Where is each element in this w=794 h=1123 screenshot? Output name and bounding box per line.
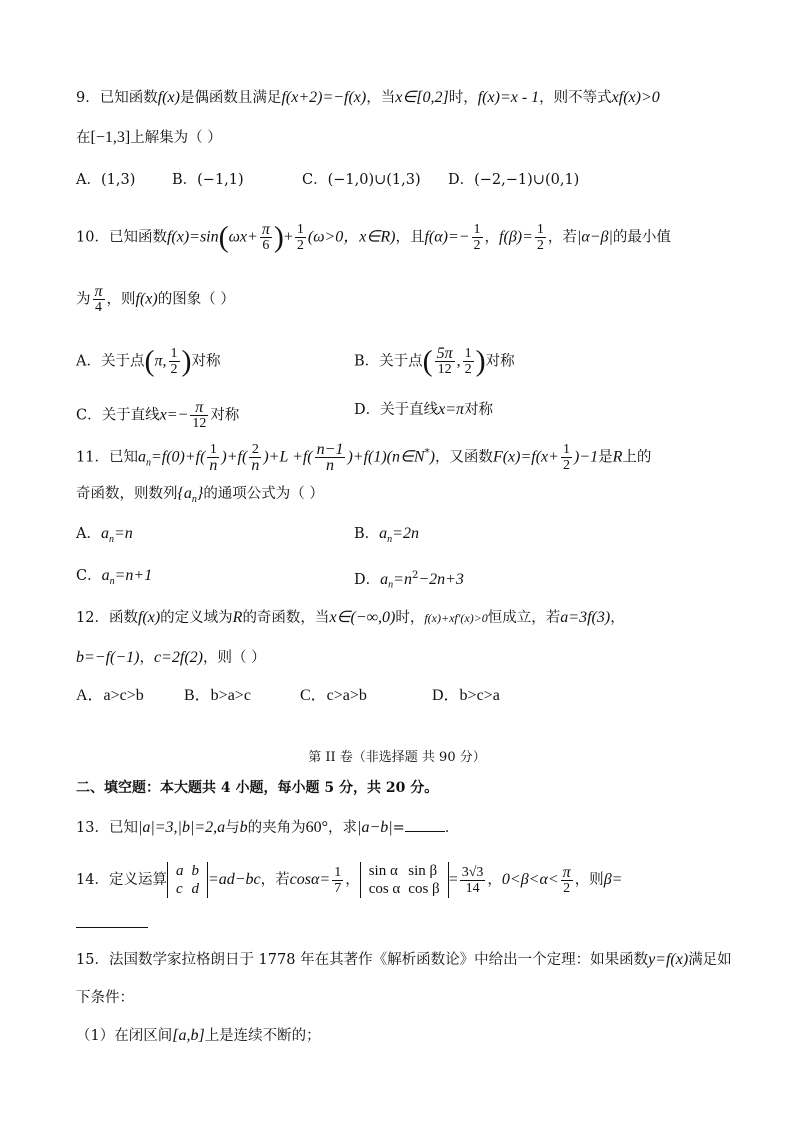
q14-stem: 14．定义运算 a b c d =ad−bc，若cosα= $\frac{1}{7}$ ， sin α sin β cos α cos β = $\frac{3√3}{14}$ ，0<β<α< $\frac{\pi}{2}$ ，则β= xyxy=(76,863,623,897)
q11-option-b[interactable]: B．$a_n=2n$ xyxy=(354,525,419,545)
part2-heading: 二、填空题：本大题共 4 小题，每小题 5 分，共 20 分。 xyxy=(76,780,439,796)
q10-option-c[interactable]: C．关于直线x=− $\frac{\pi}{12}$ 对称 xyxy=(76,399,240,431)
q10-option-d[interactable]: D．关于直线x=π对称 xyxy=(354,401,494,418)
q10-option-b[interactable]: B．关于点( $\frac{5\pi}{12}$ , $\frac{1}{2}$ )对称 xyxy=(354,344,515,378)
q9-option-a[interactable]: A．(1,3) xyxy=(76,172,136,188)
q12-stem-line1: 12．函数f(x)的定义域为R的奇函数，当x∈(−∞,0)时，f(x)+xf′(x)>0恒成立，若a=3f(3)， xyxy=(76,609,625,626)
q13-stem: 13．已知|a|=3,|b|=2,a与b的夹角为60°，求|a−b|= ． xyxy=(76,819,460,836)
q9-option-d[interactable]: D．(−2,−1)∪(0,1) xyxy=(448,172,580,188)
q10-option-a[interactable]: A．关于点(π, $\frac{1}{2}$ )对称 xyxy=(76,344,221,378)
pi-over-6: $\frac{\pi}{6}$ xyxy=(261,221,270,253)
q14-answer-line xyxy=(76,914,738,934)
q12-option-d[interactable]: D．b>c>a xyxy=(432,687,500,704)
one-half: $\frac{1}{2}$ xyxy=(296,222,304,253)
q15-stem-line2: 下条件： xyxy=(76,990,134,1006)
q9-option-c[interactable]: C．(−1,0)∪(1,3) xyxy=(302,172,421,188)
q12-option-c[interactable]: C．c>a>b xyxy=(300,687,367,704)
q12-option-b[interactable]: B．b>a>c xyxy=(184,687,251,704)
section-title: 第 II 卷（非选择题 共 90 分） xyxy=(308,750,486,765)
q10-stem-line2: 为 $\frac{\pi}{4}$ ，则f(x)的图象（ ） xyxy=(76,283,235,315)
q12-stem-line2: b=−f(−1)，c=2f(2)，则（ ） xyxy=(76,649,266,666)
q10-stem-line1: 10．已知函数f(x)=sin(ωx+ $\frac{\pi}{6}$ )+ $\frac{1}{2}$ (ω>0，x∈R)，且f(α)=− $\frac{1}{2}$ ，f(β)= $\frac{1}{2}$ ，若|α−β|的最小值 xyxy=(76,220,671,254)
q11-stem-line2: 奇函数，则数列$\{a_n\}$的通项公式为（ ） xyxy=(76,485,324,505)
pi-over-4: $\frac{\pi}{4}$ xyxy=(94,283,103,315)
q15-stem-line1: 15．法国数学家拉格朗日于 1778 年在其著作《解析函数论》中给出一个定理：如果函数y=f(x)满足如 xyxy=(76,951,732,968)
q15-condition-1: （1）在闭区间[a,b]上是连续不断的； xyxy=(76,1027,321,1044)
q12-option-a[interactable]: A．a>c>b xyxy=(76,687,144,704)
q14-answer-blank[interactable] xyxy=(76,927,148,928)
q9-stem-line2: 在[−1,3]上解集为（ ） xyxy=(76,129,222,146)
q13-answer-blank[interactable] xyxy=(405,831,445,832)
q9-stem-line1: 9．已知函数f(x)是偶函数且满足f(x+2)=−f(x)，当x∈[0,2]时，f(x)=x - 1，则不等式xf(x)>0 xyxy=(76,89,660,106)
q11-option-d[interactable]: D．$a_n=n^2-2n+3$ xyxy=(354,570,464,591)
q11-stem-line1: 11．已知$a_n=f(0)+f$( $\frac{1}{n}$ )+f( $\frac{2}{n}$ )+L +f( $\frac{n-1}{n}$ )+f(1)(n∈N*)，又函数F(x)=f(x+ $\frac{1}{2}$ )−1是R上的 xyxy=(76,441,652,474)
q9-option-b[interactable]: B．(−1,1) xyxy=(172,172,244,188)
q11-option-a[interactable]: A．$a_n=n$ xyxy=(76,525,133,545)
q11-option-c[interactable]: C．$a_n=n+1$ xyxy=(76,567,153,587)
determinant-trig: sin α sin β cos α cos β xyxy=(360,862,449,898)
determinant-abcd: a b c d xyxy=(167,862,208,898)
